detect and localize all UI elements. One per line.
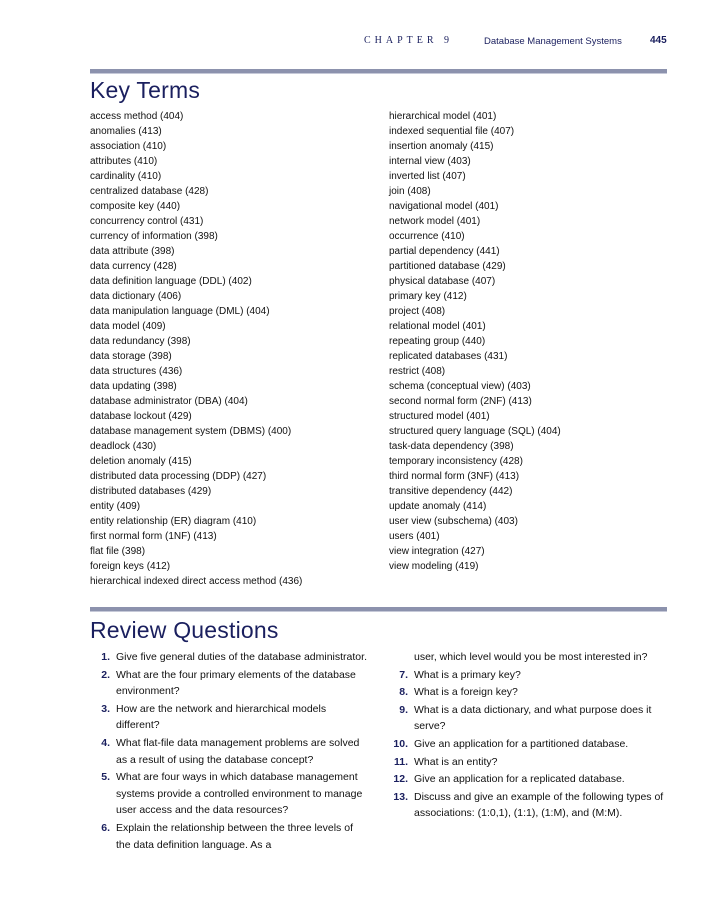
- key-term: physical database (407): [389, 276, 496, 287]
- key-term: distributed data processing (DDP) (427): [90, 471, 267, 482]
- review-question: [388, 736, 668, 753]
- review-question: [90, 769, 370, 819]
- review-question: [388, 754, 668, 771]
- review-question: [388, 789, 668, 822]
- question-text: Discuss and give an example of the following types of associations: (1:0,1), (1:1), (1:M), and (M:M).: [414, 790, 664, 820]
- review-questions-right-column: [388, 649, 668, 823]
- question-text: Explain the relationship between the three levels of the data definition language. As a: [116, 821, 353, 851]
- key-term: user view (subschema) (403): [389, 516, 518, 527]
- key-term: access method (404): [90, 111, 184, 122]
- key-terms-heading: Key Terms: [90, 77, 201, 103]
- key-term: repeating group (440): [389, 336, 486, 347]
- review-question: [388, 684, 668, 701]
- question-number: 1.: [101, 651, 110, 663]
- key-term: flat file (398): [90, 546, 146, 557]
- key-term: structured model (401): [389, 411, 490, 422]
- key-term: third normal form (3NF) (413): [389, 471, 520, 482]
- key-term: database management system (DBMS) (400): [90, 426, 292, 437]
- key-term: centralized database (428): [90, 186, 209, 197]
- key-term: data updating (398): [90, 381, 177, 392]
- key-term: data model (409): [90, 321, 166, 332]
- key-term: network model (401): [389, 216, 481, 227]
- key-term: hierarchical model (401): [389, 111, 497, 122]
- key-term: insertion anomaly (415): [389, 141, 494, 152]
- key-term: distributed databases (429): [90, 486, 212, 497]
- question-text: What is a foreign key?: [414, 686, 518, 699]
- page-header: [0, 35, 719, 49]
- key-term: deadlock (430): [90, 441, 157, 452]
- key-term: cardinality (410): [90, 171, 162, 182]
- key-term: task-data dependency (398): [389, 441, 514, 452]
- question-number: 7.: [399, 668, 408, 681]
- key-term: update anomaly (414): [389, 501, 487, 512]
- question-text: What flat-file data management problems are solved as a result of using the database concept?: [116, 736, 360, 766]
- review-question: [90, 667, 370, 700]
- key-term: database administrator (DBA) (404): [90, 396, 248, 407]
- key-terms-right-column: [389, 109, 561, 574]
- key-term: entity (409): [90, 501, 141, 512]
- review-questions-left-column: [90, 649, 370, 854]
- question-number: 12.: [393, 773, 408, 786]
- question-text: Give an application for a partitioned database.: [414, 737, 629, 750]
- key-term: project (408): [389, 306, 446, 317]
- key-term: replicated databases (431): [389, 351, 508, 362]
- key-term: view modeling (419): [389, 561, 479, 572]
- review-question: [388, 667, 668, 684]
- key-term: first normal form (1NF) (413): [90, 531, 217, 542]
- review-questions-heading: Review Questions: [90, 617, 279, 643]
- key-term: transitive dependency (442): [389, 486, 513, 497]
- key-term: primary key (412): [389, 291, 467, 302]
- question-text: What is a primary key?: [414, 668, 521, 681]
- chapter-title: Database Management Systems: [484, 36, 622, 47]
- key-term: entity relationship (ER) diagram (410): [90, 516, 257, 527]
- section-divider-key-terms: [90, 69, 667, 74]
- key-term: second normal form (2NF) (413): [389, 396, 532, 407]
- key-term: anomalies (413): [90, 126, 162, 137]
- question-number: 8.: [399, 686, 408, 699]
- key-term: internal view (403): [389, 156, 471, 167]
- key-term: restrict (408): [389, 366, 446, 377]
- page-number: 445: [650, 35, 667, 46]
- key-terms-left-column: [90, 109, 302, 589]
- key-term: occurrence (410): [389, 231, 465, 242]
- key-term: data structures (436): [90, 366, 183, 377]
- question-number: 10.: [393, 737, 408, 750]
- key-term: hierarchical indexed direct access method (436): [90, 576, 303, 587]
- key-term: data storage (398): [90, 351, 172, 362]
- key-term: navigational model (401): [389, 201, 499, 212]
- key-term: composite key (440): [90, 201, 181, 212]
- key-term: data dictionary (406): [90, 291, 182, 302]
- question-text: Give an application for a replicated database.: [414, 773, 625, 786]
- key-term: view integration (427): [389, 546, 485, 557]
- review-question: [90, 735, 370, 768]
- review-question: [90, 649, 370, 666]
- question-number: 13.: [393, 790, 408, 803]
- question-text: Give five general duties of the database administrator.: [116, 651, 367, 663]
- key-term: join (408): [389, 186, 431, 197]
- key-term: database lockout (429): [90, 411, 192, 422]
- review-question: [90, 701, 370, 734]
- key-term: partial dependency (441): [389, 246, 500, 257]
- chapter-label: CHAPTER 9: [364, 35, 454, 46]
- key-term: relational model (401): [389, 321, 486, 332]
- question-text: How are the network and hierarchical models different?: [116, 702, 327, 732]
- question-number: 4.: [101, 736, 110, 749]
- key-term: data currency (428): [90, 261, 177, 272]
- question-continuation: user, which level would you be most interested in?: [414, 651, 648, 663]
- question-number: 5.: [101, 771, 110, 784]
- key-term: association (410): [90, 141, 167, 152]
- section-divider-review-questions: [90, 607, 667, 612]
- question-text: What is an entity?: [414, 755, 498, 768]
- key-term: schema (conceptual view) (403): [389, 381, 531, 392]
- key-term: concurrency control (431): [90, 216, 204, 227]
- key-term: data manipulation language (DML) (404): [90, 306, 270, 317]
- question-number: 9.: [399, 703, 408, 716]
- question-number: 2.: [101, 668, 110, 681]
- key-term: attributes (410): [90, 156, 158, 167]
- question-number: 6.: [101, 821, 110, 834]
- key-term: users (401): [389, 531, 440, 542]
- question-text: What is a data dictionary, and what purpose does it serve?: [414, 703, 652, 733]
- key-term: temporary inconsistency (428): [389, 456, 523, 467]
- key-term: foreign keys (412): [90, 561, 171, 572]
- question-number: 11.: [393, 755, 408, 768]
- key-term: data definition language (DDL) (402): [90, 276, 252, 287]
- key-term: inverted list (407): [389, 171, 466, 182]
- key-term: structured query language (SQL) (404): [389, 426, 561, 437]
- question-number: 3.: [101, 702, 110, 715]
- key-term: data redundancy (398): [90, 336, 191, 347]
- key-term: deletion anomaly (415): [90, 456, 192, 467]
- key-term: currency of information (398): [90, 231, 218, 242]
- key-term: data attribute (398): [90, 246, 175, 257]
- question-text: What are four ways in which database management systems provide a controlled environment to manage user access and the data resources?: [116, 771, 363, 817]
- question-text: What are the four primary elements of the database environment?: [116, 668, 356, 698]
- review-question: [388, 702, 668, 735]
- review-question: [90, 820, 370, 853]
- key-term: partitioned database (429): [389, 261, 506, 272]
- key-term: indexed sequential file (407): [389, 126, 515, 137]
- review-question: [388, 771, 668, 788]
